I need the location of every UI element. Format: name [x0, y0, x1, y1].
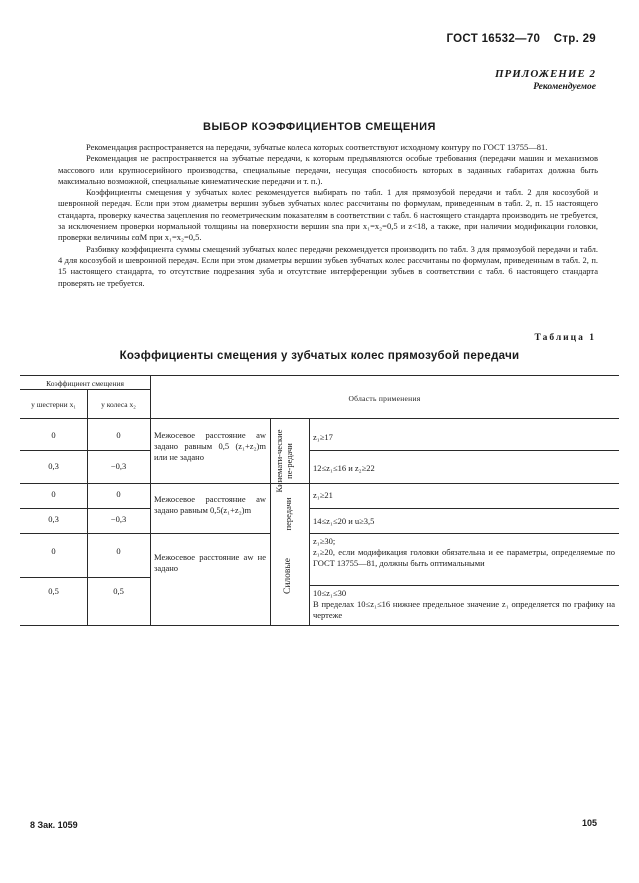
row5-x2: 0: [116, 546, 121, 556]
row3-condition: z₁≥21: [313, 490, 333, 500]
paragraph: Разбивку коэффициента суммы смещений зубчатых колес передачи рекомендуется производить по табл. 3 для прямозубой передачи и табл. 4 для косозубой и шевронной передач. Если при этом диаметры вершин зубьев зубчатых колес рассчитаны по формулам, приведенным в табл. 2, п. 15 настоящего стандарта, то отсутствие подрезания зуба и отсутствие интерференции зубьев в соответствии с табл. 6 настоящего стандарта проверять не требуется.: [58, 243, 598, 288]
header-coefficient: Коэффициент смещения: [46, 379, 124, 388]
footer-page: 105: [581, 818, 597, 828]
row3-x1: 0: [51, 489, 56, 499]
row5-condition: z₁≥30;: [313, 536, 336, 546]
row2-x2: −0,3: [110, 461, 127, 471]
row2-x1: 0,3: [48, 461, 59, 471]
paragraph: Коэффициенты смещения у зубчатых колес рекомендуется выбирать по табл. 1 для прямозубой передачи и табл. 2 для косозубой и шевронной передач. Если при этом диаметры вершин зубьев зубчатых колес рассчитаны по формулам, приведенным в табл. 2, п. 15 настоящего стандарта, проверку качества зацепления по геометрическим показателям в соответствии с табл. 6 настоящего стандарта производить не требуется, за исключением проверки нормальной толщины на поверхности вершин sna при x₁=x₂=0,5 и z<18, а также, при наличии модификации головки, проверки величины εαМ при x₁=x₂=0,5.: [58, 187, 598, 243]
distance-2: Межосевое расстояние aw задано равным 0,5(z₁+z₂)m: [154, 494, 266, 515]
row5-condition-extra: z₁≥20, если модификация головки обязательна и ее параметры, определяемые по ГОСТ 13755—81, должны быть оптимальными: [313, 547, 615, 568]
row4-x1: 0,3: [48, 514, 59, 524]
row5-x1: 0: [51, 546, 56, 556]
row6-x2: 0,5: [113, 586, 124, 596]
table-title: Коэффициенты смещения у зубчатых колес прямозубой передачи: [119, 350, 520, 362]
row2-condition: 12≤z₁≤16 и z₂≥22: [313, 463, 375, 473]
row3-x2: 0: [116, 489, 121, 499]
row1-condition: z₁≥17: [313, 432, 333, 442]
row4-condition: 14≤z₁≤20 и u≥3,5: [313, 516, 375, 526]
distance-3: Межосевое расстояние aw не задано: [154, 552, 266, 573]
appendix-title: ПРИЛОЖЕНИЕ 2: [494, 68, 596, 80]
appendix-block: [495, 68, 596, 92]
footer-order: 8 Зак. 1059: [30, 820, 78, 830]
standard-number: ГОСТ 16532—70: [446, 33, 541, 45]
group-power-bottom: Силовые: [283, 558, 293, 594]
page-header: [437, 33, 596, 45]
table-label: Таблица 1: [534, 333, 596, 343]
appendix-subtitle: Рекомендуемое: [533, 82, 596, 92]
group-kinematic: Кинемати-ческие пе-редачи: [274, 429, 294, 493]
header-x2: у колеса x₂: [101, 400, 136, 409]
row1-x1: 0: [51, 430, 56, 440]
header-x1: у шестерни x₁: [31, 400, 76, 409]
row1-x2: 0: [116, 430, 121, 440]
page-number: Стр. 29: [553, 33, 596, 45]
group-power-top: передачи: [283, 497, 293, 531]
header-area: Область применения: [348, 394, 421, 403]
row4-x2: −0,3: [110, 514, 127, 524]
paragraph: Рекомендация не распространяется на зубчатые передачи, к которым предъявляются особые требования (передачи машин и механизмов массового или крупносерийного производства, специальные передачи, несущая способность которых в заданных габаритах должна быть максимально возможной, специальные кинематические передачи и т. п.).: [58, 153, 598, 186]
row6-x1: 0,5: [48, 586, 59, 596]
body-text: [58, 142, 598, 289]
row6-condition-extra: В пределах 10≤z₁≤16 нижнее предельное значение z₁ определяется по графику на чертеже: [313, 599, 615, 620]
paragraph: Рекомендация распространяется на передачи, зубчатые колеса которых соответствуют исходному контуру по ГОСТ 13755—81.: [86, 142, 548, 152]
section-heading: ВЫБОР КОЭФФИЦИЕНТОВ СМЕЩЕНИЯ: [203, 121, 436, 133]
row6-condition: 10≤z₁≤30: [313, 588, 347, 598]
distance-1: Межосевое расстояние aw задано равным 0,5 (z₁+z₂)m или не задано: [154, 430, 266, 462]
